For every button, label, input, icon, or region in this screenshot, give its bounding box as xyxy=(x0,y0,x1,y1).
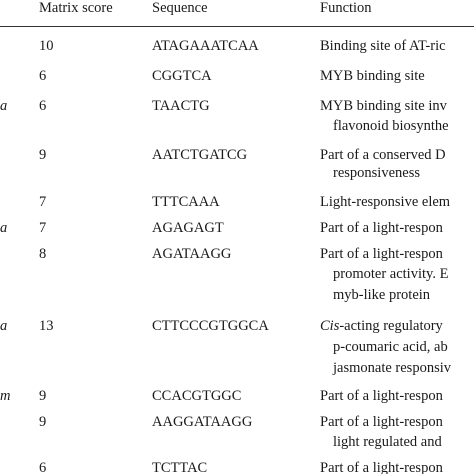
row-species: a xyxy=(0,220,8,236)
row-sequence: ATAGAAATCAA xyxy=(152,38,259,54)
row-sequence: TAACTG xyxy=(152,98,210,114)
row-sequence: CTTCCCGTGGCA xyxy=(152,318,269,334)
row-score: 7 xyxy=(39,220,47,236)
row-function-line: Part of a light-respon xyxy=(320,414,443,430)
row-sequence: AGATAAGG xyxy=(152,246,232,262)
row-sequence: TTTCAAA xyxy=(152,194,220,210)
header-function: Function xyxy=(320,0,372,16)
header-sequence: Sequence xyxy=(152,0,208,16)
row-score: 13 xyxy=(39,318,54,334)
row-function-line: light regulated and xyxy=(333,434,442,450)
row-score: 8 xyxy=(39,246,47,262)
row-function-line: Part of a light-respon xyxy=(320,460,443,474)
row-function-line: MYB binding site xyxy=(320,68,425,84)
row-species: m xyxy=(0,388,11,404)
row-score: 9 xyxy=(39,414,47,430)
row-sequence: AAGGATAAGG xyxy=(152,414,253,430)
row-function-line: Part of a light-respon xyxy=(320,388,443,404)
row-function-line: Part of a light-respon xyxy=(320,246,443,262)
row-function-line: Binding site of AT-ric xyxy=(320,38,446,54)
row-sequence: AATCTGATCG xyxy=(152,147,248,163)
row-function-line: promoter activity. E xyxy=(333,266,449,282)
row-function-rest: -acting regulatory xyxy=(339,318,443,334)
row-function-line xyxy=(320,318,443,335)
row-function-line: Light-responsive elem xyxy=(320,194,451,210)
row-function-italic: Cis xyxy=(320,318,340,334)
row-score: 10 xyxy=(39,38,54,54)
row-sequence: AGAGAGT xyxy=(152,220,224,236)
row-function-line: p-coumaric acid, ab xyxy=(333,339,448,355)
row-species: a xyxy=(0,98,8,114)
row-function-line: flavonoid biosynthe xyxy=(333,118,449,134)
row-sequence: CCACGTGGC xyxy=(152,388,242,404)
row-species: a xyxy=(0,318,8,334)
row-score: 6 xyxy=(39,68,47,84)
row-score: 6 xyxy=(39,98,47,114)
row-function-line: Part of a conserved D xyxy=(320,147,446,163)
row-score: 6 xyxy=(39,460,47,474)
row-sequence: TCTTAC xyxy=(152,460,208,474)
row-function-line: responsiveness xyxy=(333,165,420,181)
header-rule xyxy=(0,26,474,27)
row-score: 7 xyxy=(39,194,47,210)
row-function-line: myb-like protein xyxy=(333,287,431,303)
row-function-line: jasmonate responsiv xyxy=(333,360,451,376)
row-sequence: CGGTCA xyxy=(152,68,212,84)
row-score: 9 xyxy=(39,147,47,163)
row-score: 9 xyxy=(39,388,47,404)
header-matrix-score: Matrix score xyxy=(39,0,113,16)
row-function-line: MYB binding site inv xyxy=(320,98,447,114)
row-function-line: Part of a light-respon xyxy=(320,220,443,236)
